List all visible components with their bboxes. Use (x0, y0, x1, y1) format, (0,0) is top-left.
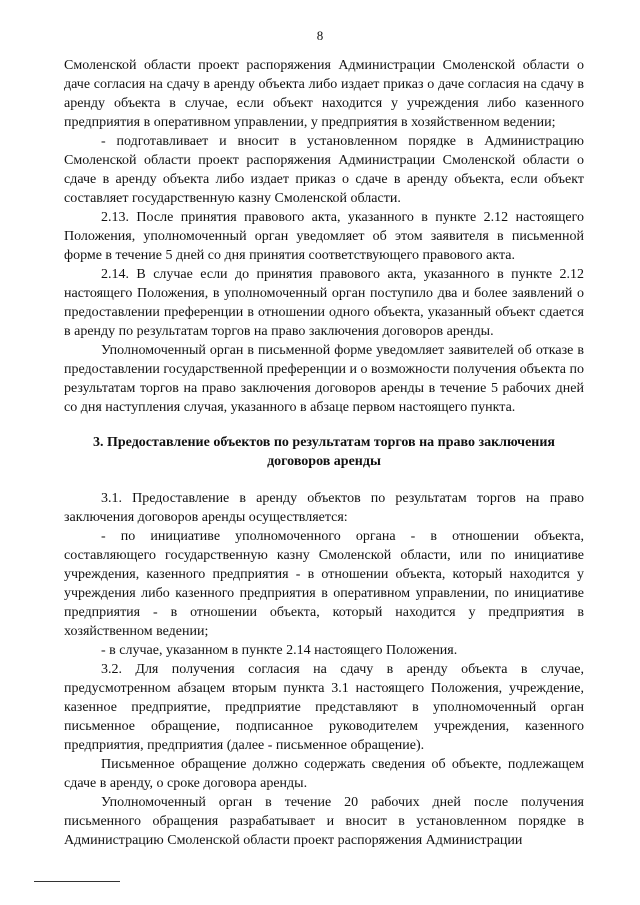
paragraph: 2.13. После принятия правового акта, указанного в пункте 2.12 настоящего Положения, уполномоченный орган уведомляет об этом заявителя в письменной форме в течение 5 дней со дня принятия соответствующего правового акта. (64, 210, 584, 263)
paragraph: Письменное обращение должно содержать сведения об объекте, подлежащем сдаче в аренду, о сроке договора аренды. (64, 757, 584, 791)
paragraphs-before (64, 56, 584, 417)
paragraph: 3.1. Предоставление в аренду объектов по результатам торгов на право заключения договоров аренды осуществляется: (64, 491, 584, 525)
paragraph: - подготавливает и вносит в установленном порядке в Администрацию Смоленской области проект распоряжения Администрации Смоленской области о сдаче в аренду объекта либо издает приказ о сдаче в аренду объекта, если объект составляет государственную казну Смоленской области. (64, 134, 584, 206)
paragraph: - по инициативе уполномоченного органа - в отношении объекта, составляющего государственную казну Смоленской области, или по инициативе учреждения, казенного предприятия - в отношении объекта, который находится у учреждения либо казенного предприятия в оперативном управлении, по инициативе предприятия - в отношении объекта, который находится у предприятия в хозяйственном ведении; (64, 529, 584, 639)
paragraph: Уполномоченный орган в письменной форме уведомляет заявителей об отказе в предоставлении государственной преференции и о возможности получения объекта по результатам торгов на право заключения договоров аренды в течение 5 рабочих дней со дня наступления случая, указанного в абзаце первом настоящего пункта. (64, 343, 584, 415)
paragraph: 3.2. Для получения согласия на сдачу в аренду объекта в случае, предусмотренном абзацем вторым пункта 3.1 настоящего Положения, учреждение, казенное предприятие, предприятие представляют в уполномоченный орган письменное обращение, подписанное руководителем учреждения, казенного предприятия, предприятия (далее - письменное обращение). (64, 662, 584, 753)
section-heading: 3. Предоставление объектов по результатам торгов на право заключения договоров аренды (93, 435, 555, 469)
paragraph: Смоленской области проект распоряжения Администрации Смоленской области о даче согласия на сдачу в аренду объекта либо издает приказ о даче согласия на сдачу в аренду объекта в случае, если объект находится у учреждения либо казенного предприятия в оперативном управлении, у предприятия в хозяйственном ведении; (64, 58, 584, 130)
footnote-divider (34, 881, 120, 882)
paragraphs-after (64, 489, 584, 850)
paragraph: Уполномоченный орган в течение 20 рабочих дней после получения письменного обращения разрабатывает и вносит в установленном порядке в Администрацию Смоленской области проект распоряжения Администрации (64, 795, 584, 848)
document-body (64, 56, 584, 850)
paragraph: 2.14. В случае если до принятия правового акта, указанного в пункте 2.12 настоящего Положения, в уполномоченный орган поступило два и более заявлений о предоставлении преференции в отношении одного объекта, указанный объект сдается в аренду по результатам торгов на право заключения договоров аренды. (64, 267, 584, 339)
paragraph: - в случае, указанном в пункте 2.14 настоящего Положения. (101, 643, 458, 658)
page-number: 8 (316, 28, 324, 43)
